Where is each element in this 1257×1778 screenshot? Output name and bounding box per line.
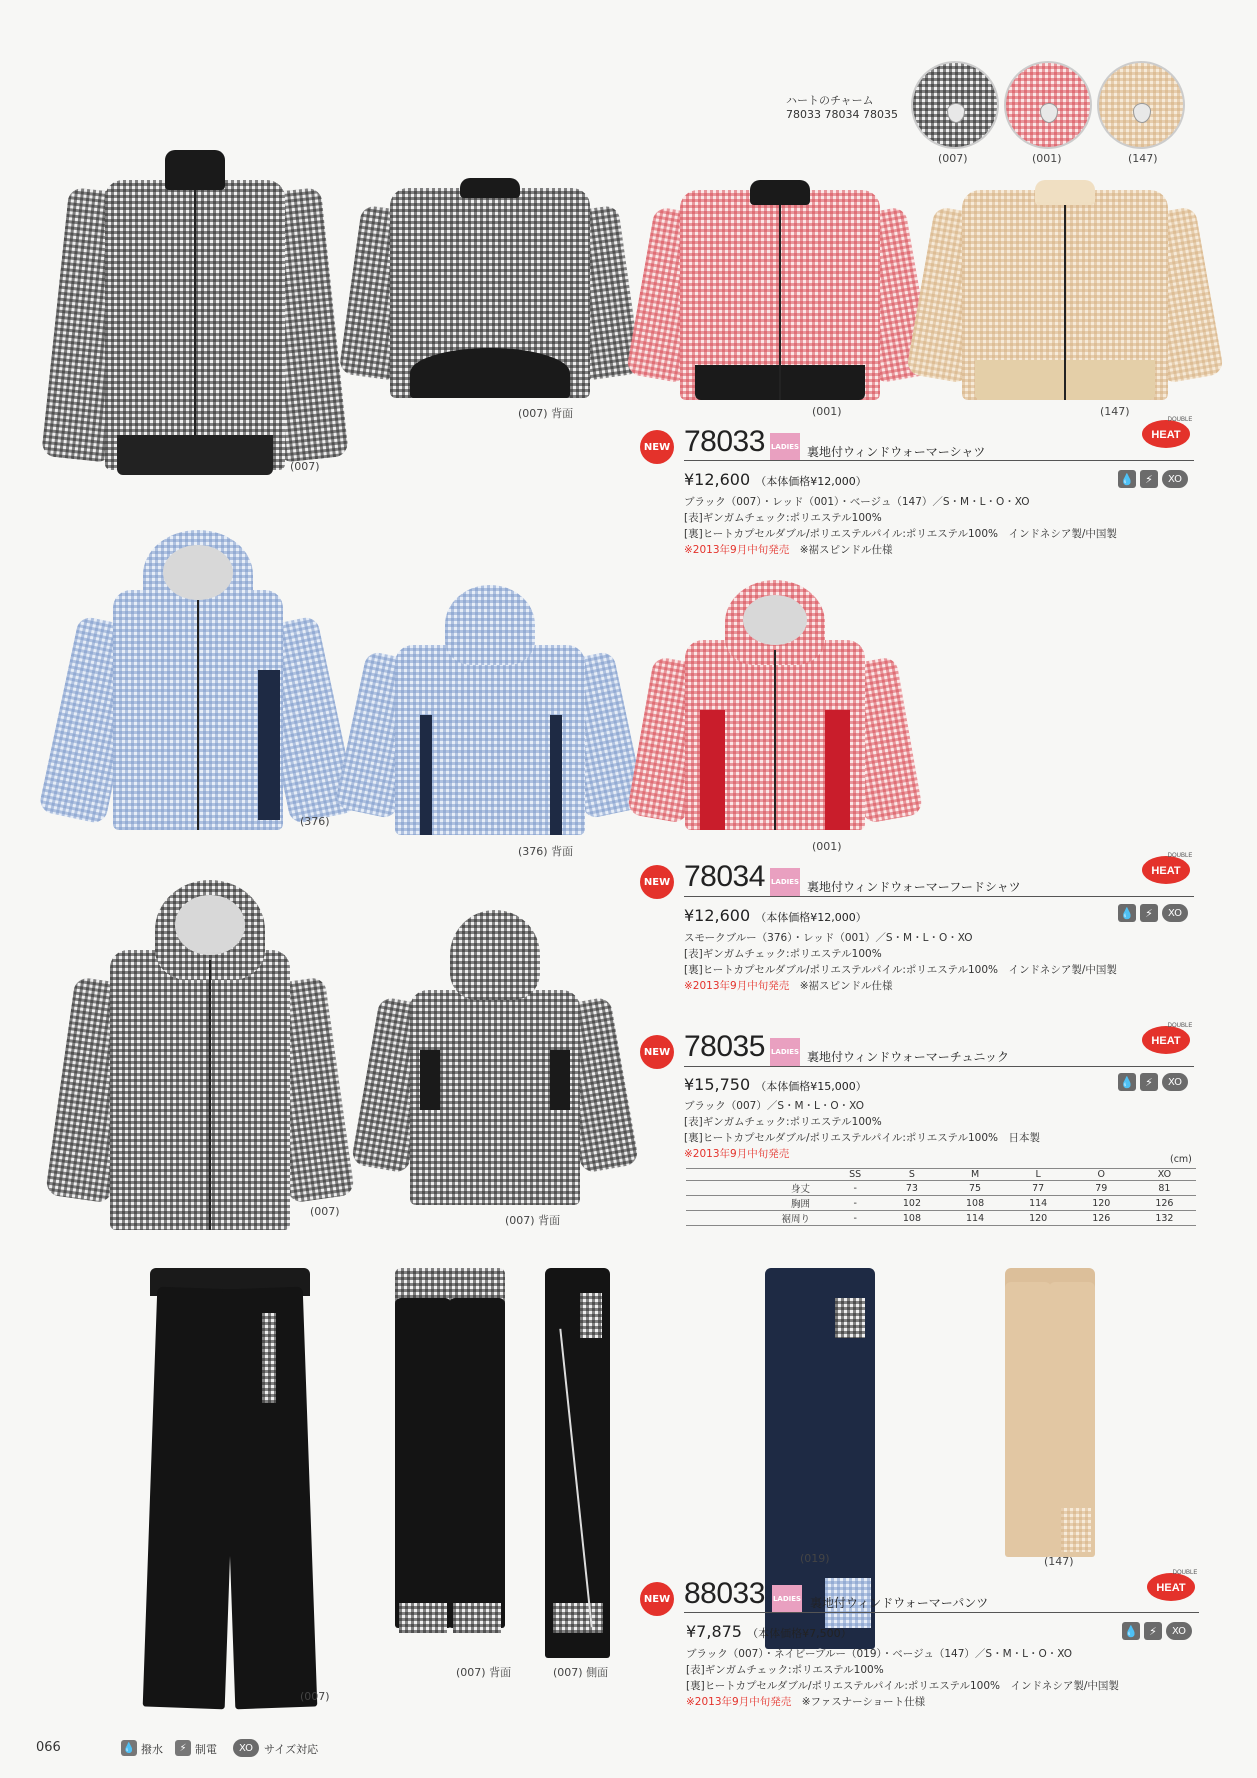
jacket-78033-black-front	[55, 150, 335, 480]
xo-size-label: サイズ対応	[264, 1743, 319, 1756]
page-number: 066	[36, 1740, 61, 1755]
pants-88033-beige-front	[1005, 1268, 1095, 1558]
new-badge: NEW	[640, 430, 674, 464]
model-number: 78035	[684, 1030, 765, 1063]
svg-text:DOUBLE: DOUBLE	[1167, 1023, 1192, 1029]
new-badge: NEW	[640, 865, 674, 899]
caption: (007)	[290, 460, 320, 473]
water-drop-icon: 💧	[121, 1740, 137, 1756]
hoodie-78034-red-front	[640, 580, 910, 830]
product-spec: スモークブルー（376）・レッド（001）／S・M・L・O・XO [表]ギンガムチェック:ポリエステル100% [裏]ヒートカプセルダブル/ポリエステルパイル:ポリエステル100% インドネシア製/中国製 ※2013年9月中旬発売 ※裾スピンドル仕様	[684, 932, 1117, 992]
jacket-78033-black-back	[350, 178, 630, 408]
svg-text:HEAT: HEAT	[1151, 429, 1181, 441]
charm-swatch-black	[911, 61, 999, 149]
caption: (376) 背面	[518, 845, 574, 858]
price: ¥12,600 （本体価格¥12,000）	[684, 906, 867, 925]
svg-text:DOUBLE: DOUBLE	[1172, 1570, 1197, 1576]
caption: (007) 背面	[456, 1666, 512, 1679]
price: ¥12,600 （本体価格¥12,000）	[684, 470, 867, 489]
model-number: 78033	[684, 425, 765, 458]
model-number: 78034	[684, 860, 765, 893]
hoodie-78034-blue-back	[350, 585, 630, 835]
pants-88033-black-side	[535, 1268, 615, 1658]
water-drop-icon: 💧	[1118, 904, 1136, 922]
product-name: 裏地付ウィンドウォーマーシャツ	[807, 445, 986, 459]
divider	[684, 1612, 1199, 1613]
caption: (147)	[1100, 405, 1130, 418]
caption: (019)	[800, 1552, 830, 1565]
tunic-78035-black-front	[60, 880, 340, 1230]
xo-size-icon: XO	[1166, 1622, 1192, 1640]
ladies-tag: LADIES	[770, 868, 800, 896]
product-name: 裏地付ウィンドウォーマーパンツ	[810, 1596, 989, 1610]
ladies-tag: LADIES	[770, 433, 800, 461]
model-number: 88033	[684, 1577, 765, 1610]
divider	[684, 1066, 1194, 1067]
caption: (007)	[310, 1205, 340, 1218]
caption: (376)	[300, 815, 330, 828]
product-spec: ブラック（007）・ネイビーブルー（019）・ベージュ（147）／S・M・L・O・XO [表]ギンガムチェック:ポリエステル100% [裏]ヒートカプセルダブル/ポリエステルパイル:ポリエステル100% インドネシア製/中国製 ※2013年9月中旬発売 ※ファスナーショート仕様	[686, 1648, 1119, 1708]
xo-size-icon: XO	[1162, 904, 1188, 922]
heart-charm-icon	[947, 103, 965, 123]
jacket-78033-red-front	[640, 180, 920, 400]
caption: (007) 背面	[505, 1214, 561, 1227]
charm-swatch-beige	[1097, 61, 1185, 149]
svg-text:DOUBLE: DOUBLE	[1167, 853, 1192, 859]
water-repellent-label: 撥水	[141, 1743, 163, 1756]
tunic-78035-black-back	[365, 910, 625, 1210]
water-drop-icon: 💧	[1118, 470, 1136, 488]
pants-88033-black-front	[150, 1268, 310, 1708]
new-badge: NEW	[640, 1582, 674, 1616]
antistatic-label: 制電	[195, 1743, 217, 1756]
lightning-icon: ⚡	[1140, 470, 1158, 488]
caption: (007) 背面	[518, 407, 574, 420]
heat-capsule-badge	[1145, 1565, 1197, 1605]
charm-swatch-red	[1004, 61, 1092, 149]
charm-label-147: (147)	[1128, 152, 1158, 165]
lightning-icon: ⚡	[1144, 1622, 1162, 1640]
heat-capsule-badge	[1140, 1018, 1192, 1058]
price: ¥7,875 （本体価格¥7,500）	[686, 1622, 852, 1641]
product-spec: ブラック（007）・レッド（001）・ベージュ（147）／S・M・L・O・XO [表]ギンガムチェック:ポリエステル100% [裏]ヒートカプセルダブル/ポリエステルパイル:ポリエステル100% インドネシア製/中国製 ※2013年9月中旬発売 ※裾スピンドル仕様	[684, 496, 1117, 556]
pants-88033-black-back	[395, 1268, 505, 1658]
svg-text:HEAT: HEAT	[1156, 1582, 1186, 1594]
charm-label-007: (007)	[938, 152, 968, 165]
water-drop-icon: 💧	[1122, 1622, 1140, 1640]
product-spec: ブラック（007）／S・M・L・O・XO [表]ギンガムチェック:ポリエステル100% [裏]ヒートカプセルダブル/ポリエステルパイル:ポリエステル100% 日本製 ※2013年9月中旬発売	[684, 1100, 1040, 1160]
product-name: 裏地付ウィンドウォーマーチュニック	[807, 1050, 1009, 1064]
size-table: SS S M L O XO 身丈 - 73 75 77 79 81 胸囲 - 102 108 114 120 126 裾周り - 108 114 120 126 132	[686, 1168, 1196, 1226]
lightning-icon: ⚡	[1140, 904, 1158, 922]
caption: (001)	[812, 840, 842, 853]
size-unit: (cm)	[1170, 1154, 1192, 1165]
ladies-tag: LADIES	[770, 1038, 800, 1066]
heart-charm-icon	[1133, 103, 1151, 123]
svg-text:DOUBLE: DOUBLE	[1167, 417, 1192, 423]
heart-charm-icon	[1040, 103, 1058, 123]
product-name: 裏地付ウィンドウォーマーフードシャツ	[807, 880, 1021, 894]
caption: (147)	[1044, 1555, 1074, 1568]
caption: (007)	[300, 1690, 330, 1703]
jacket-78033-beige-front	[920, 180, 1210, 400]
xo-size-icon: XO	[1162, 470, 1188, 488]
charm-title: ハートのチャーム	[786, 94, 874, 107]
svg-text:HEAT: HEAT	[1151, 1035, 1181, 1047]
heat-capsule-badge	[1140, 412, 1192, 452]
new-badge: NEW	[640, 1035, 674, 1069]
lightning-icon: ⚡	[175, 1740, 191, 1756]
charm-label-001: (001)	[1032, 152, 1062, 165]
hoodie-78034-blue-front	[58, 530, 338, 830]
price: ¥15,750 （本体価格¥15,000）	[684, 1075, 867, 1094]
charm-codes: 78033 78034 78035	[786, 108, 898, 121]
caption: (007) 側面	[553, 1666, 609, 1679]
lightning-icon: ⚡	[1140, 1073, 1158, 1091]
xo-size-icon: XO	[233, 1739, 259, 1757]
svg-text:HEAT: HEAT	[1151, 865, 1181, 877]
table-row: 身丈 - 73 75 77 79 81	[686, 1181, 1196, 1196]
divider	[684, 896, 1194, 897]
ladies-tag: LADIES	[772, 1585, 802, 1613]
table-row: 胸囲 - 102 108 114 120 126	[686, 1196, 1196, 1211]
table-row: 裾周り - 108 114 120 126 132	[686, 1211, 1196, 1226]
heat-capsule-badge	[1140, 848, 1192, 888]
water-drop-icon: 💧	[1118, 1073, 1136, 1091]
caption: (001)	[812, 405, 842, 418]
divider	[684, 460, 1194, 461]
xo-size-icon: XO	[1162, 1073, 1188, 1091]
